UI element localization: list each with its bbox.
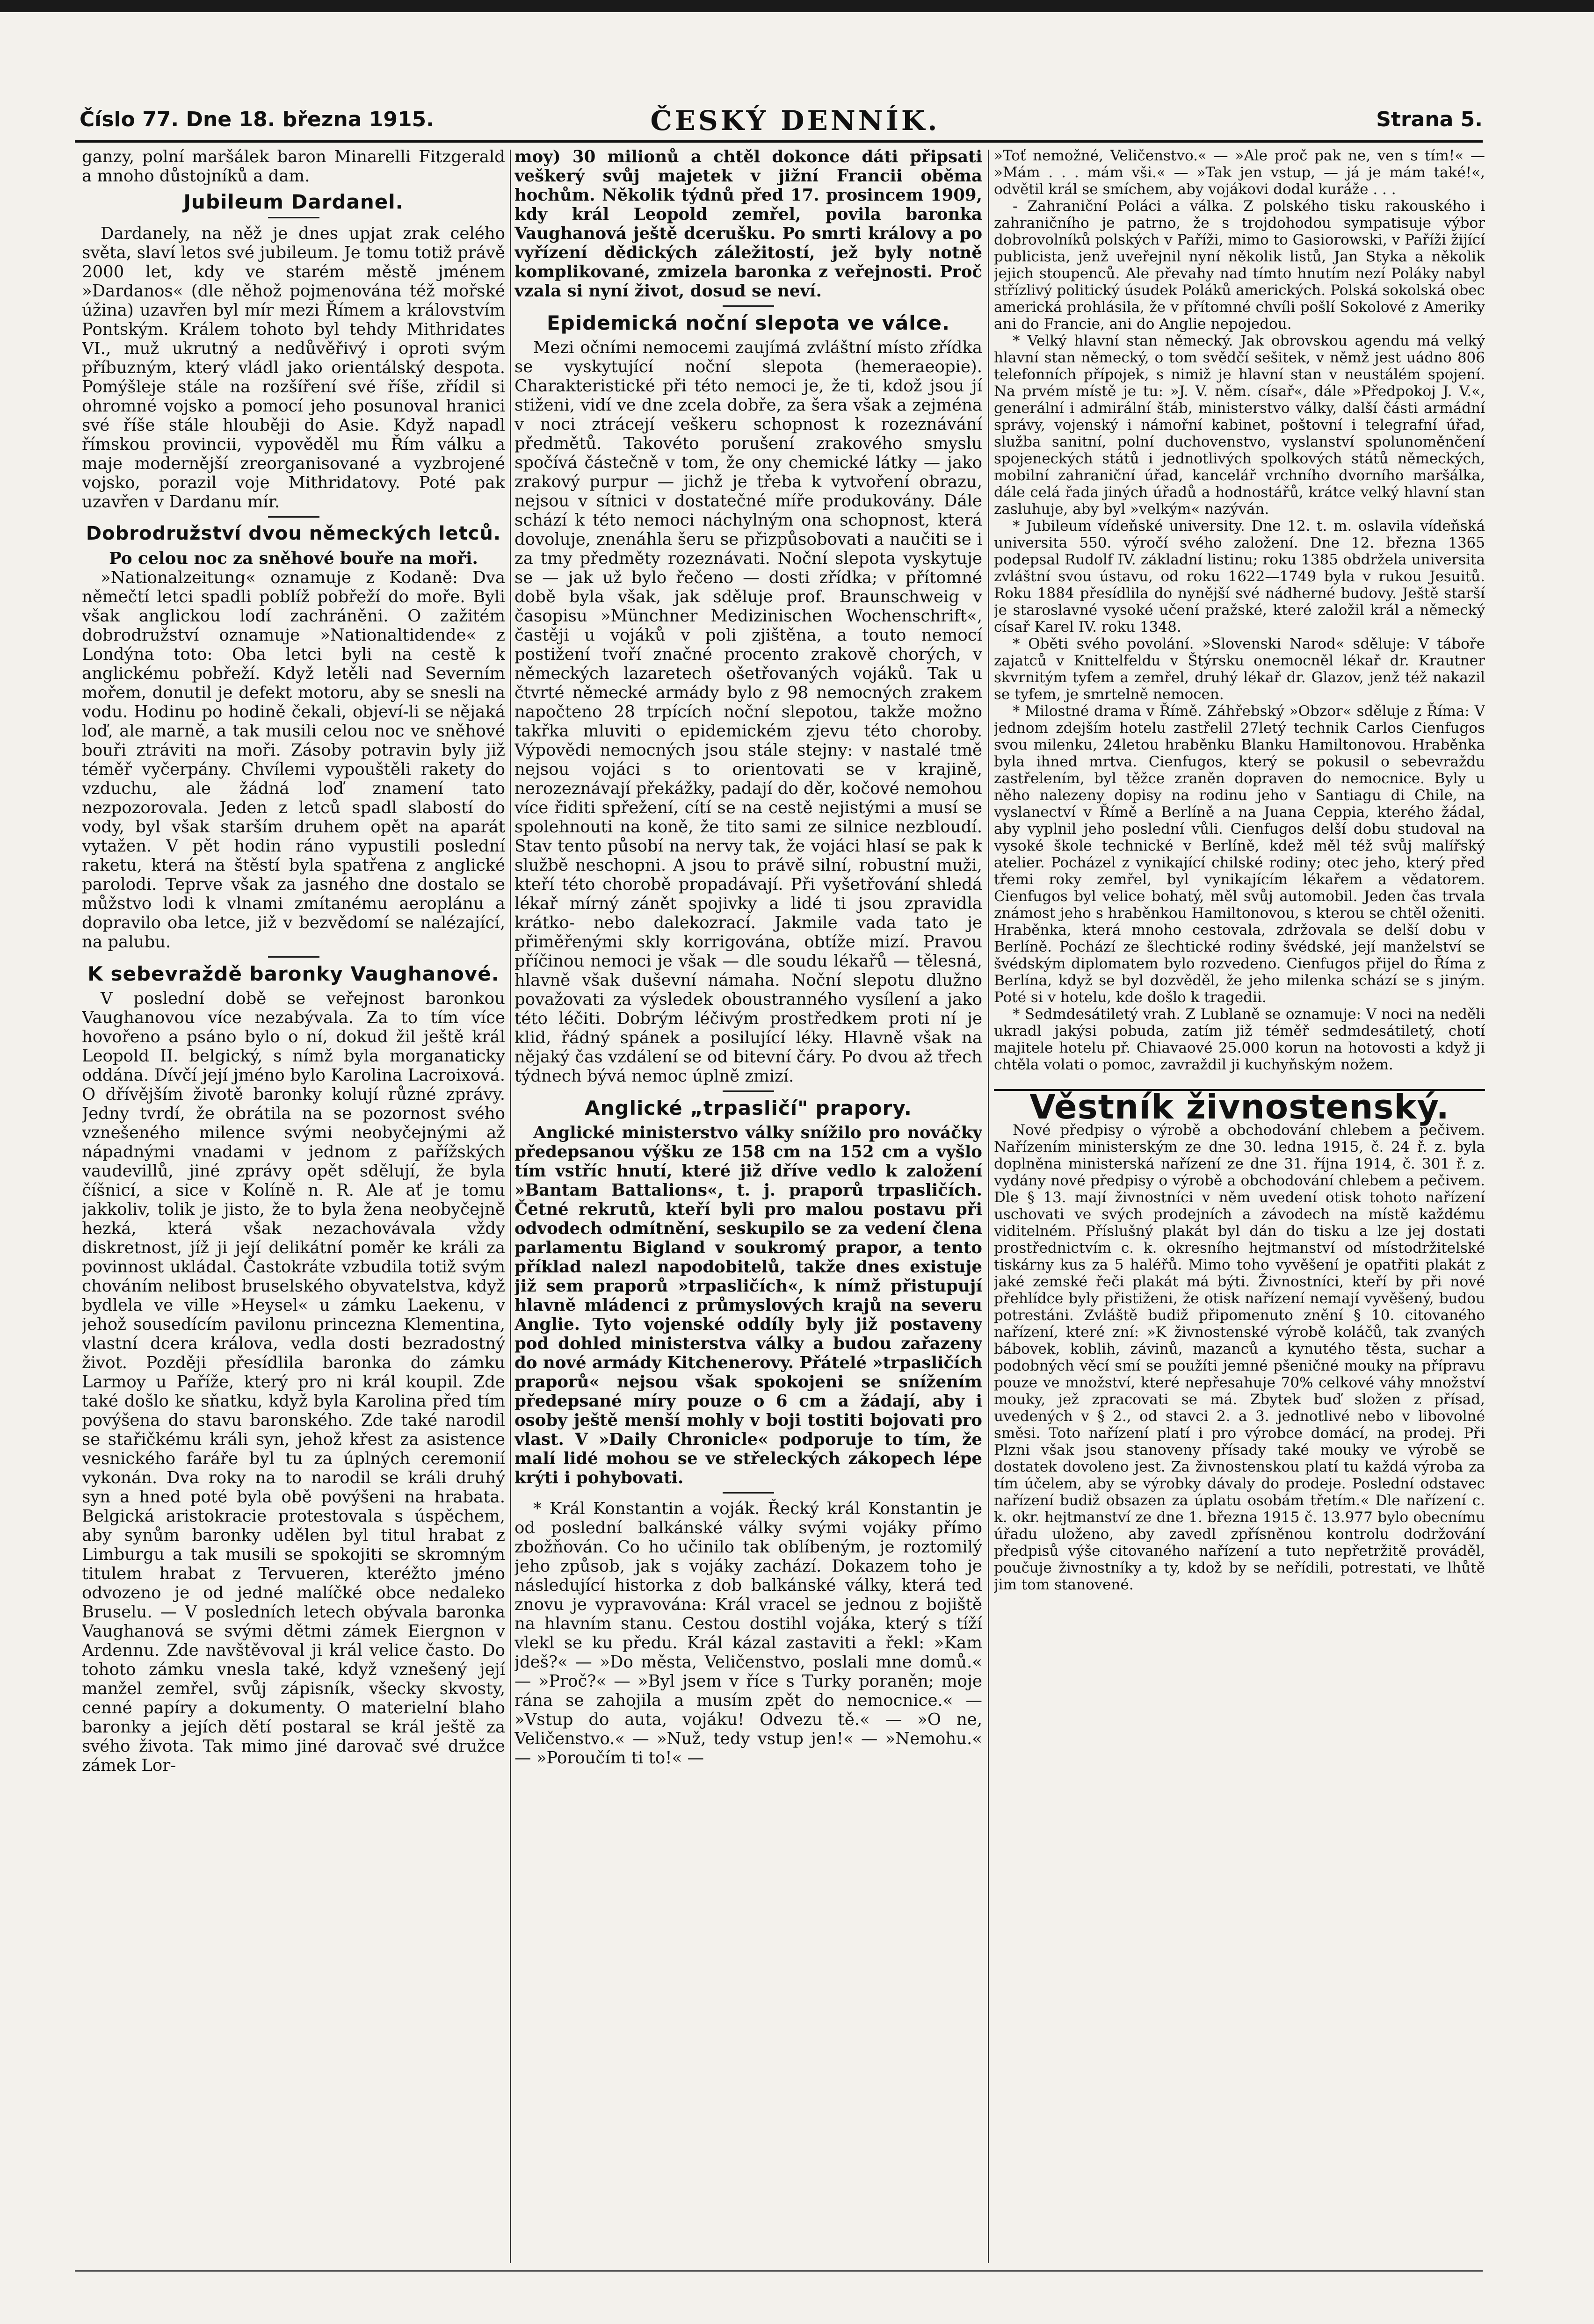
subheadline: Po celou noc za sněhové bouře na moři. — [109, 549, 478, 568]
separator — [268, 956, 319, 958]
article-body: »Nationalzeitung« oznamuje z Kodaně: Dva němečtí letci spadli poblíž pobřeží do moře. Byli však anglickou lodí zachráněni. O zažitém dobrodružství oznamuje »Nationaltidende« z Londýna toto: Oba letci byli na cestě k anglickému pobřeží. Když letěli nad Severním mořem, donutil je defekt motoru, aby se snesli na vodu. Hodinu po hodině čekali, objeví-li se nějaká loď, ale marně, a tak musili celou noc ve sněhové bouři ztráviti na moři. Zásoby potravin byly již téměř vyčerpány. Chvílemi vypouštěli rakety do vzduchu, ale žádná loď znamení tato nezpozorovala. Jeden z letců spadl slabostí do vody, byl však starším druhem opět na aparát vytažen. V pět hodin ráno vypustili poslední raketu, která na štěstí byla spatřena z anglické parolodi. Teprve však za jasného dne dostalo se můžstvo lodi k vlnami zmítanému aeroplánu a dopravilo oba letce, již v bezvědomí se nalézající, na palubu. — [82, 568, 505, 952]
column-1 — [82, 147, 505, 2289]
column-divider — [510, 150, 511, 2263]
article-body: Anglické ministerstvo války snížilo pro nováčky předepsanou výšku ze 158 cm na 152 cm a vyšlo tím vstříc hnutí, které již dříve vedlo k založení »Bantam Battalions«, t. j. praporů trpasličích. Četné rekrutů, kteří byli pro malou postavu při odvodech odmítnění, seskupilo se za vedení člena parlamentu Bigland v soukromý prapor, a tento příklad nalezl napodobitelů, takže dnes existuje již sem praporů »trpasličích«, k nímž přistupují hlavně mládenci z průmyslových krajů na severu Anglie. Tyto vojenské oddíly byly již postaveny pod dohled ministerstva války a budou zařazeny do nové armády Kitchenerovy. Přátelé »trpasličích praporů« nejsou však spokojeni se snížením předepsané míry pouze o 6 cm a žádají, aby i osoby ještě menší mohly v boji tostiti bojovati pro vlast. V »Daily Chronicle« podporuje to tím, že malí lidé mohou se ve střeleckých zákopech lépe krýti i pohybovati. — [514, 1123, 982, 1487]
article-continuation: moy) 30 milionů a chtěl dokonce dáti připsati veškerý svůj majetek v jižní Francii oběma hochům. Několik týdnů před 17. prosincem 1909, kdy král Leopold zemřel, povila baronka Vaughanová ještě dcerušku. Po smrti královy a po vyřízení dědických záležitostí, jež byly notně komplikované, zmizela baronka z veřejnosti. Proč vzala si nyní život, dosud se neví. — [514, 147, 982, 301]
column-3 — [994, 147, 1485, 2289]
headline-dobrodruzstvi-letcu: Dobrodružství dvou německých letců. — [86, 523, 501, 544]
section-banner-vestnik: Věstník živnostenský. — [994, 1089, 1485, 1115]
scan-top-border — [0, 0, 1594, 12]
issue-date: Číslo 77. Dne 18. března 1915. — [80, 108, 434, 131]
news-item-obeti: * Oběti svého povolání. »Slovenski Narod« sděluje: V táboře zajatců v Knittelfeldu v Štýrsku onemocněl lékař dr. Krautner skvrnitým tyfem a zemřel, druhý lékař dr. Glazov, jenž též nakazil se tyfem, je smrtelně nemocen. — [994, 635, 1485, 703]
separator — [268, 217, 319, 218]
news-item-kral-konstantin: * Král Konstantin a voják. Řecký král Konstantin je od poslední balkánské války svými vojáky přímo zbožňován. Co ho učinilo tak oblíbeným, je roztomilý jeho způsob, jak s vojáky zachází. Dokazem toho je následující historka z dob balkánské války, která teď znovu je vypravována: Král vracel se jednou z bojiště na hlavním stanu. Cestou dostihl vojáka, který s tíží vlekl se ku předu. Král kázal zastaviti a řekl: »Kam jdeš?« — »Do města, Veličenstvo, poslali mne domů.« — »Proč?« — »Byl jsem v říce s Turky poraněn; moje rána se zahojila a musím zpět do nemocnice.« — »Vstup do auta, vojáku! Odvezu tě.« — »O ne, Veličenstvo.« — »Nuž, tedy vstup jen!« — »Nemohu.« — »Poroučím ti to!« — — [514, 1499, 982, 1768]
news-item-hlavni-stan: * Velký hlavní stan německý. Jak obrovskou agendu má velký hlavní stan německý, o tom svědčí sešitek, v němž jest uádno 806 telefonních přípojek, s nimiž je hlavní stan v neustálém spojení. Na prvém místě je tu: »J. V. něm. císař«, dále »Předpokoj J. V.«, generální i admirální štáb, ministerstvo války, další části armádní správy, vojenský i námořní kabinet, poštovní i telegrafní úřad, služba sanitní, polní duchovenstvo, vyslanství spolunoměnčení spojeneckých států i jednotlivých spolkových států německých, mobilní zahraniční úřad, kancelář vrchního dvorního maršálka, dále celá řada jiných úřadů a hodnostářů, krátce velký hlavní stan zasluhuje, aby byl »velkým« nazýván. — [994, 332, 1485, 518]
separator — [723, 1492, 774, 1494]
bottom-rule — [75, 2270, 1483, 2272]
article-body: V poslední době se veřejnost baronkou Vaughanovou více nezabývala. Za to tím více hovořeno a psáno bylo o ní, dokud žil ještě král Leopold II. belgický, s nímž byla morganaticky oddána. Dívčí její jméno bylo Karolina Lacroixová. O dřívějším životě baronky kolují různé zprávy. Jedny tvrdí, že obrátila na se pozornost svého vznešeného milence svými neobyčejnými až nápadnými vnadami v jednom z pařížských vaudevillů, jiné zprávy opět sdělují, že byla číšnicí, a sice v Kolíně n. R. Ale ať je tomu jakkoliv, tolik je jisto, že to byla žena neobyčejně hezká, která však nezachovávala vždy diskretnost, jíž ji její delikátní poměr ke králi za povinnost ukládal. Častokráte vzbudila totiž svým chováním nelibost bruselského obyvatelstva, když bydlela ve ville »Heysel« u zámku Laekenu, v jehož sousedícím pavilonu princezna Klementina, vlastní dcera králova, vedla dosti bezradostný život. Později přesídlila baronka do zámku Larmoy u Paříže, který pro ni král koupil. Zde také došlo ke sňatku, když byla Karolina před tím povýšena do stavu baronského. Zde také narodil se stařičkému králi syn, jehož křest za asistence vesnického faráře byl tu za úplných ceremonií vykonán. Dva roky na to narodil se králi druhý syn a hned poté byla obě povýšeni na hrabata. Belgická aristokracie protestovala s úspěchem, aby synům baronky udělen byl titul hrabat z Limburgu a tak musili se spokojiti se skromným titulem hrabat z Tervueren, kteréžto jméno odvozeno je od jedné malíčké obce nedaleko Bruselu. — V posledních letech obývala baronka Vaughanová se svými dětmi zámek Eiergnon v Ardennu. Zde navštěvoval ji král velice často. Do tohoto zámku vnesla také, když vznešený její manžel zemřel, svůj zápisník, všecky skvosty, cenné papíry a dokumenty. O materielní blaho baronky a jejích dětí postaral se král ještě za svého života. Tak mimo jiné darovač své družce zámek Lor- — [82, 989, 505, 1775]
headline-nocni-slepota: Epidemická noční slepota ve válce. — [546, 311, 950, 334]
separator — [723, 1090, 774, 1092]
article-body: Nové předpisy o výrobě a obchodování chlebem a pečivem. Nařízením ministerským ze dne 30. ledna 1915, č. 24 ř. z. byla doplněna ministerská nařízení ze dne 31. října 1914, č. 301 ř. z. vydány nové předpisy o výrobě a obchodování chlebem a pečivem. Dle § 13. mají živnostníci v něm uvedení otisk tohoto nařízení uschovati ve svých prodejních a závodech na místě každému viditelném. Příslušný plakát byl dán do tisku a lze jej dostati prostřednictvím c. k. okresního hejtmanství od místodržitelské tiskárny kus za 5 haléřů. Mimo toho vyvěšení je opatřiti plakát z jaké zemské řeči plakát má býti. Živnostníci, kteří by při nové přehlídce byly přistiženi, že otisk nařízení nemají vyvěšený, budou potrestáni. Zvláště budiž připomenuto znění § 10. citovaného nařízení, které zní: »K živnostenské výrobě koláčů, tak zvaných bábovek, koblih, závinů, mazanců a kynutého těsta, suchar a podobných věcí smí se použíti jemné pšeničné mouky na přípravu pouze ve množství, které nepřesahuje 70% celkové váhy množství mouky, jež zpracovati se má. Zbytek buď složen z přísad, uvedených v § 2., od stavci 2. a 3. jednotlivé nebo v libovolné směsi. Toto nařízení platí i pro výrobce domácí, na prodej. Při Plzni však jsou stanoveny přísady také mouky ve výrobě se dostatek dovoleno jest. Za živnostenskou platí tu každá výroba za tím účelem, aby se výrobky dávaly do prodeje. Poslední odstavec nařízení budiž obsazen za úplatu osobám třetím.« Dle nařízení c. k. okr. hejtmanství ze dne 1. března 1915 č. 13.977 bylo obecnímu úřadu uloženo, aby zavedl zpřísněnou kontrolu dodržování předpisů výše citovaného nařízení a tuto nepřetržitě prováděl, poučuje živnostníky a ty, kdož by se neřídili, potrestati, ve lhůtě jim tom stanovené. — [994, 1122, 1485, 1593]
headline-baronka-vaughanova: K sebevraždě baronky Vaughanové. — [87, 962, 500, 985]
page-number: Strana 5. — [1376, 108, 1483, 131]
news-item-universita: * Jubileum vídeňské university. Dne 12. t. m. oslavila vídeňská universita 550. výročí svého založení. Dne 12. března 1365 podepsal Rudolf IV. základní listinu; roku 1385 obdržela universita zvláštní svou ústavu, od roku 1622—1749 byla v rukou Jesuitů. Roku 1884 přesídlila do nynější své nádherné budovy. Ještě starší je staroslavné vysoké učení pražské, které založil král a německý císař Karel IV. roku 1348. — [994, 518, 1485, 635]
article-continuation: »Toť nemožné, Veličenstvo.« — »Ale proč pak ne, ven s tím!« — »Mám . . . mám vši.« — »Tak jen vstup, — já je mám také!«, odvětil král se smíchem, aby vojákovi dodal kuráže . . . — [994, 147, 1485, 198]
headline-trpaslici-prapory: Anglické „trpasličí" prapory. — [585, 1097, 912, 1119]
headline-jubileum-dardanel: Jubileum Dardanel. — [183, 190, 404, 213]
column-divider — [988, 150, 989, 2263]
article-body: Dardanely, na něž je dnes upjat zrak celého světa, slaví letos své jubileum. Je tomu totiž právě 2000 let, kdy ve starém městě jménem »Dardanos« (dle něhož pojmenována též mořské úžina) uzavřen byl mír mezi Římem a královstvím Pontským. Králem tohoto byl tehdy Mithridates VI., muž ukrutný a nedůvěřivý i oproti svým příbuzným, který vládl jako orientálský despota. Pomýšleje stále na rozšíření své říše, zřídil si ohromné vojsko a pomocí jeho posunoval hranici své říše stále hlouběji do Asie. Když napadl římskou provincii, vypověděl mu Řím válku a maje modernější zreorganisované a vyzbrojené vojsko, porazil voje Mithridatovy. Poté pak uzavřen v Dardanu mír. — [82, 224, 505, 512]
article-continuation: ganzy, polní maršálek baron Minarelli Fitzgerald a mnoho důstojníků a dam. — [82, 147, 505, 186]
masthead-rule — [75, 140, 1483, 143]
newspaper-title: ČESKÝ DENNÍK. — [650, 105, 940, 137]
column-2 — [514, 147, 982, 2289]
news-item-polaci: - Zahraniční Poláci a válka. Z polského tisku rakouského i zahraničního je patrno, že s trojdohodou sympatisuje výbor dobrovolníků polských v Paříži, mimo to Gasiorowski, v Paříži žijící publicista, jenž uveřejnil nyní několik listů, Jan Styka a několik jejich stoupenců. Ale převahy nad tímto hnutím nezí Poláky nabyl střízlivý politický úsudek Poláků amerických. Polská sokolská obec americká prohlásila, že v přítomné chvíli pošlí Sokolové z Ameriky ani do Francie, ani do Anglie nepojedou. — [994, 198, 1485, 332]
article-body: Mezi očními nemocemi zaujímá zvláštní místo zřídka se vyskytující noční slepota (hemeraeopie). Charakteristické při této nemoci je, že ti, kdož jsou jí stiženi, vidí ve dne zcela dobře, za šera však a zejména v noci ztrácejí veškeru schopnost k rozeznávání předmětů. Takovéto porušení zrakového smyslu spočívá částečně v tom, že ony chemické látky — jako zrakový purpur — jichž je třeba k vytvoření obrazu, nejsou v sítnici v dostatečné míře produkovány. Dále schází k této nemoci náchylným ona schopnost, která dovoluje, znenáhla šeru se přizpůsobovati a naučiti se i za tmy předměty rozeznávati. Noční slepota vyskytuje se — jak už bylo řečeno — dosti zřídka; v přítomné době byla však, jak sděluje prof. Braunschweig v časopisu »Münchner Medizinischen Wochenschrift«, častěji u vojáků v poli zjištěna, a touto nemocí postižení tvoří značné procento zrakově chorých, v německých lazaretech ošetřovaných vojáků. Tak u čtvrté německé armády bylo z 98 nemocných zrakem napočteno 28 trpících noční slepotou, takže možno takřka mluviti o epidemickém zjevu této choroby. Výpovědi nemocných jsou stále stejny: v nastalé tmě nejsou vojáci s to orientovati se v krajině, nerozeznávají překážky, padají do děr, kočové nemohou více řiditi spřežení, cítí se na cestě nejistými a musí se spolehnouti na koně, že tito sami ze silnice nezbloudí. Stav tento působí na nervy tak, že vojáci hlasí se pak k službě neschopni. A jsou to právě silní, robustní muži, kteří této chorobě propadávají. Při vyšetřování shledá lékař mírný zánět spojivky a lidé ti jsou zpravidla krátko- nebo dalekozrací. Jakmile vada tato je přiměřenými skly korrigována, obtíže mizí. Pravou příčinou nemoci je však — dle soudu lékařů — tělesná, hlavně však duševní námaha. Noční slepotu dlužno považovati za výsledek oboustranného vysílení a jako této léčiti. Dobrým léčivým prostředkem proti ní je klid, řádný spánek a posilující léky. Hlavně však na nějaký čas vzdálení se od bitevní čáry. Po dvou až třech týdnech bývá nemoc úplně zmizí. — [514, 338, 982, 1086]
masthead — [80, 105, 1483, 140]
separator — [268, 516, 319, 518]
news-item-drama: * Milostné drama v Římě. Záhřebský »Obzor« sděluje z Říma: V jednom zdejším hotelu zastřelil 27letý technik Carlos Cienfugos svou milenku, 24letou hraběnku Blanku Hamiltonovou. Hraběnka byla ihned mrtva. Cienfugos, který se pokusil o sebevraždu zastřelením, byl těžce zraněn dopraven do nemocnice. Byly u něho nalezeny dopisy na rodinu jeho v Santiagu di Chile, na vyslanectví v Římě a Berlíně a na Juana Ceppia, kterého žádal, aby vyplnil jeho poslední vůli. Cienfugos delší dobu studoval na vysoké škole technické v Berlíně, kdež měl též svůj malířský atelier. Pocházel z vynikající chilské rodiny; otec jeho, který před třemi roky zemřel, byl vynikajícím lékařem a vědatorem. Cienfugos byl velice bohatý, měl svůj automobil. Jeden čas trvala známost jeho s hraběnkou Hamiltonovou, s kterou se chtěl oženiti. Hraběnka, která mnoho cestovala, zdržovala se delší dobu v Berlíně. Pochází ze šlechtické rodiny švédské, její manželství se švédským diplomatem bylo rozvedeno. Cienfugos přijel do Říma z Berlína, když se byl dozvěděl, že jeho milenka schází se s jiným. Poté si v hotelu, kde došlo k tragedii. — [994, 703, 1485, 1006]
separator — [723, 305, 774, 307]
news-item-vrah: * Sedmdesátiletý vrah. Z Lublaně se oznamuje: V noci na neděli ukradl jakýsi pobuda, zatím již téměř sedmdesátiletý, chotí majitele hotelu př. Chiavaové 25.000 korun na hotovosti a když ji chtěla volati o pomoc, zavraždil ji kuchyňským nožem. — [994, 1006, 1485, 1073]
